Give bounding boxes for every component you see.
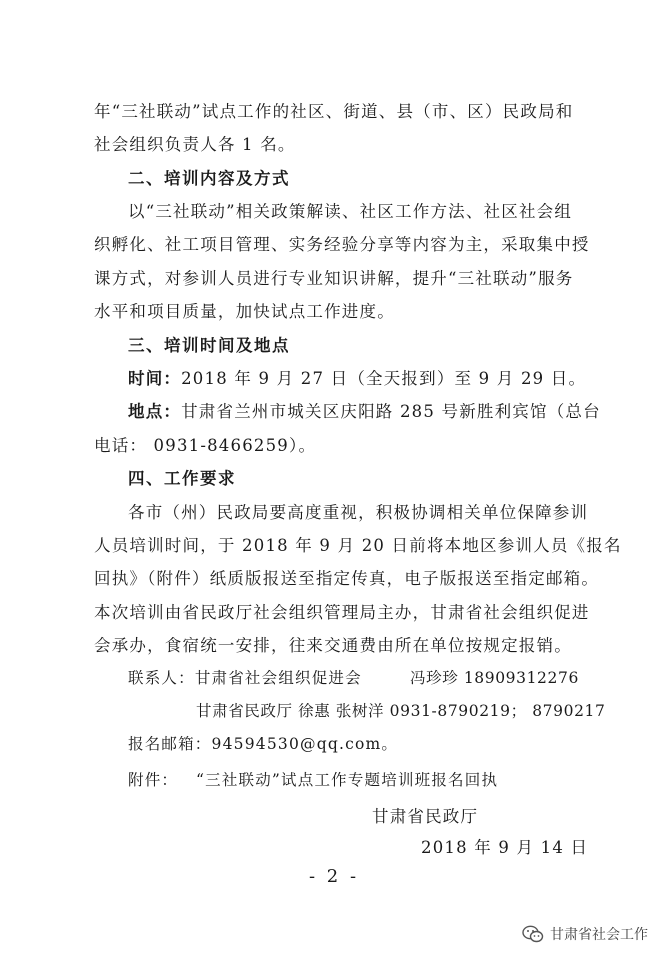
email-label: 报名邮箱： <box>128 735 212 753</box>
body-line: 人员培训时间，于 2018 年 9 月 20 日前将本地区参训人员《报名 <box>94 536 622 555</box>
body-line: 织孵化、社工项目管理、实务经验分享等内容为主，采取集中授 <box>94 235 590 254</box>
body-line: 本次培训由省民政厅社会组织管理局主办，甘肃省社会组织促进 <box>94 603 590 622</box>
place-line <box>128 401 601 423</box>
body-line: 社会组织负责人各 1 名。 <box>94 135 296 154</box>
place-value: 甘肃省兰州市城关区庆阳路 285 号新胜利宾馆（总台 <box>181 402 601 421</box>
email-line <box>128 733 398 755</box>
time-line <box>128 368 586 390</box>
contact-line-1 <box>128 667 362 689</box>
signature-org: 甘肃省民政厅 <box>372 807 479 826</box>
contact-line-2: 甘肃省民政厅 徐惠 张树洋 0931-8790219； 8790217 <box>196 702 606 720</box>
section-heading-3: 三、培训时间及地点 <box>128 336 290 355</box>
time-value: 2018 年 9 月 27 日（全天报到）至 9 月 29 日。 <box>181 369 587 388</box>
watermark-text: 甘肃省社会工作 <box>550 927 648 943</box>
section-heading-2: 二、培训内容及方式 <box>128 169 290 188</box>
contact-label: 联系人： <box>128 669 195 687</box>
watermark <box>522 924 648 944</box>
body-line: 水平和项目质量，加快试点工作进度。 <box>94 302 395 321</box>
body-line: 电话： 0931-8466259）。 <box>94 436 317 455</box>
body-line: 以“三社联动”相关政策解读、社区工作方法、社区社会组 <box>128 202 573 221</box>
attachment-label: 附件： <box>128 771 179 789</box>
attachment-title: “三社联动”试点工作专题培训班报名回执 <box>196 771 499 789</box>
place-label: 地点： <box>128 402 182 421</box>
body-line: 回执》（附件）纸质版报送至指定传真，电子版报送至指定邮箱。 <box>94 569 600 588</box>
body-line: 会承办，食宿统一安排，往来交通费由所在单位按规定报销。 <box>94 636 572 655</box>
email-value: 94594530@qq.com。 <box>211 735 399 753</box>
page-number: - 2 - <box>308 866 360 887</box>
body-line: 各市（州）民政局要高度重视，积极协调相关单位保障参训 <box>128 503 589 522</box>
body-line: 课方式，对参训人员进行专业知识讲解，提升“三社联动”服务 <box>94 269 574 288</box>
wechat-icon <box>522 925 544 943</box>
body-line: 年“三社联动”试点工作的社区、街道、县（市、区）民政局和 <box>94 102 574 121</box>
contact-name-1: 冯珍珍 18909312276 <box>410 669 579 687</box>
contact-org-1: 甘肃省社会组织促进会 <box>194 669 362 687</box>
signature-date: 2018 年 9 月 14 日 <box>421 838 589 857</box>
section-heading-4: 四、工作要求 <box>128 469 236 488</box>
time-label: 时间： <box>128 369 182 388</box>
